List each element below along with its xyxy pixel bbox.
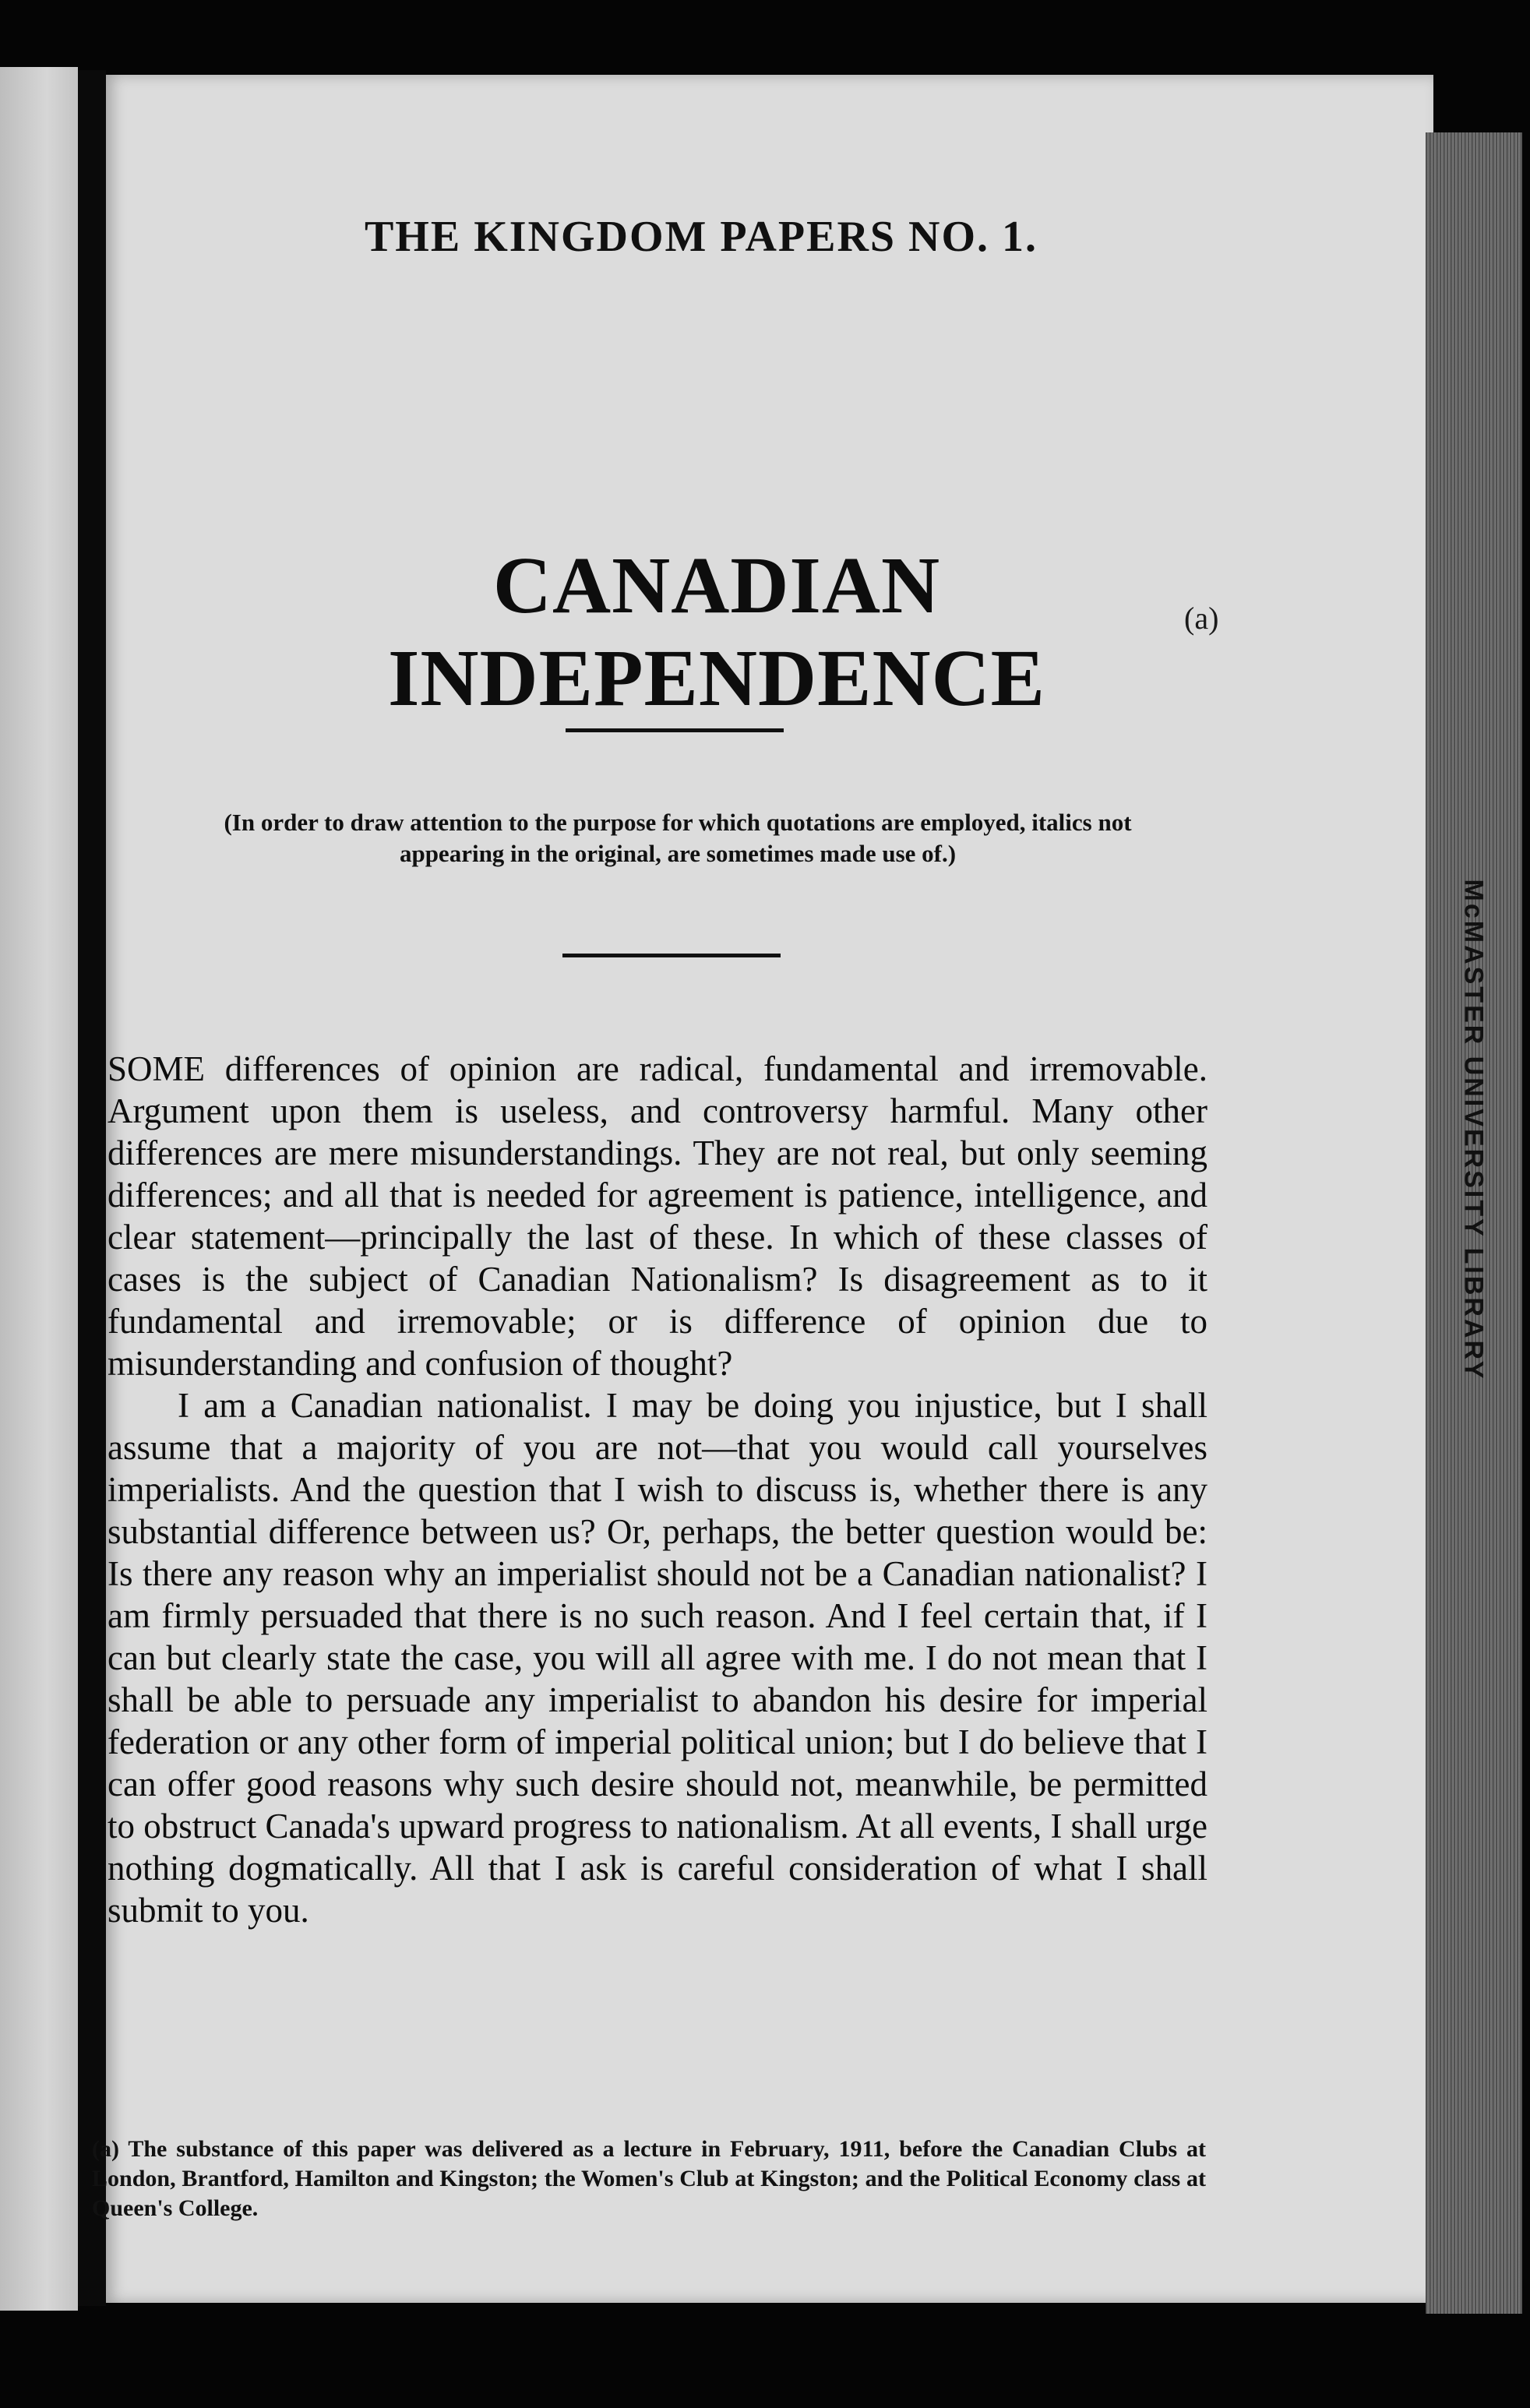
paragraph: I am a Canadian nationalist. I may be doing you injustice, but I shall assume that a majority of you are not—that you would call yourselves imperialists. And the question that I wish to discuss is, whether there is any substantial difference between us? Or, perhaps, the better question would be: Is there any reason why an imperialist should not be a Canadian nationalist? I am firmly persuaded that there is no such reason. And I feel certain that, if I can but clearly state the case, you will all agree with me. I do not mean that I shall be able to persuade any imperialist to abandon his desire for imperial federation or any other form of imperial political union; but I do believe that I can offer good reasons why such desire should not, meanwhile, be permitted to obstruct Canada's upward progress to nationalism. At all events, I shall urge nothing dogmatically. All that I ask is careful consideration of what I shall submit to you. bbox=[108, 1386, 1208, 1930]
footnote: (a) The substance of this paper was delivered as a lecture in February, 1911, before the Canadian Clubs at London, Brantford, Hamilton and Kingston; the Women's Club at Kingston; and the Political Economy class at Queen's College. bbox=[92, 2136, 1206, 2221]
divider-rule bbox=[566, 728, 784, 732]
book-gutter bbox=[78, 70, 106, 2306]
adjacent-page-edge bbox=[0, 67, 78, 2311]
library-stamp-text: McMASTER UNIVERSITY LIBRARY bbox=[1458, 879, 1489, 1380]
italics-note: (In order to draw attention to the purpose for which quotations are employed, italics not appearing in the original, are sometimes made use of.) bbox=[224, 809, 1132, 867]
title-footnote-mark: (a) bbox=[1184, 601, 1219, 636]
paragraph: SOME differences of opinion are radical, fundamental and irremovable. Argument upon them is useless, and controversy harmful. Many other differences are mere misunderstandings. They are not real, but only seeming differences; and all that is needed for agreement is patience, intelligence, and clear statement—principally the last of these. In which of these classes of cases is the subject of Canadian Nationalism? Is disagreement as to it fundamental and irremovable; or is difference of opinion due to misunderstanding and confusion of thought? bbox=[108, 1049, 1207, 1383]
series-heading: THE KINGDOM PAPERS NO. 1. bbox=[364, 213, 1038, 261]
library-stamp bbox=[1430, 834, 1516, 1426]
body-text bbox=[108, 1048, 1207, 1931]
divider-rule bbox=[562, 954, 781, 957]
page-title: CANADIAN INDEPENDENCE bbox=[387, 541, 1046, 723]
